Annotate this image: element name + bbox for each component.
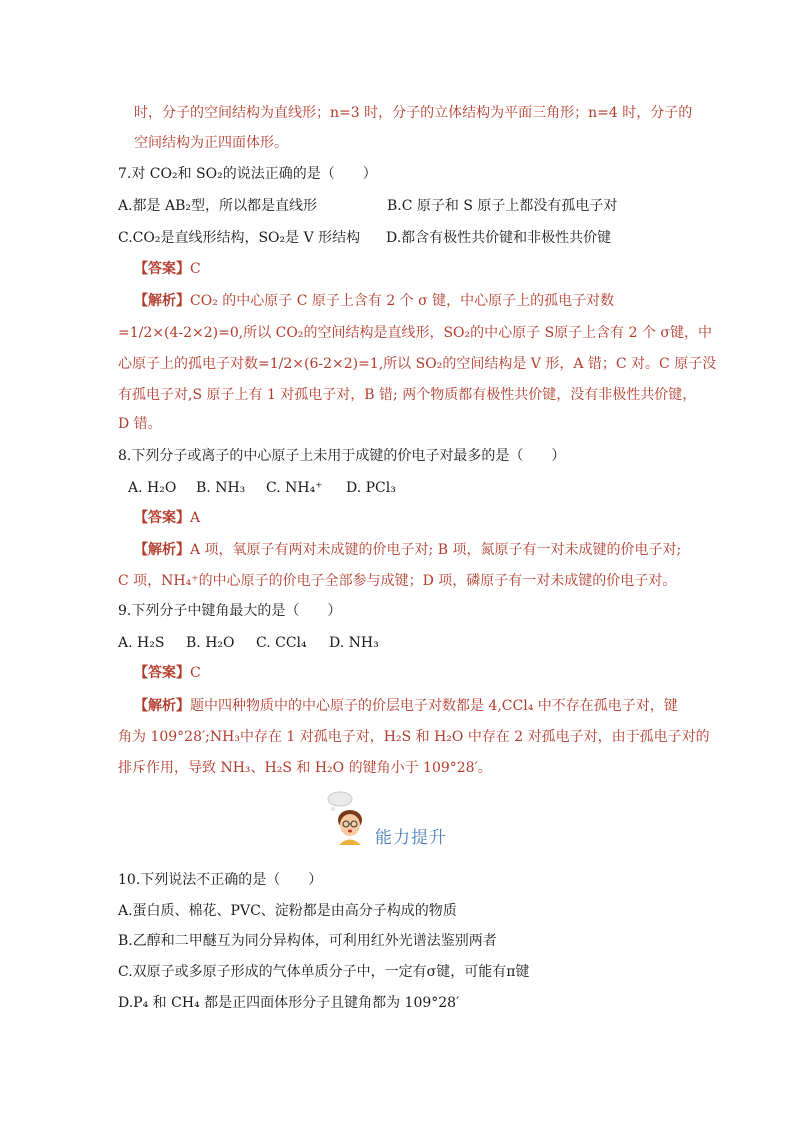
question-10-option-a: A.蛋白质、棉花、PVC、淀粉都是由高分子构成的物质 (118, 903, 457, 919)
answer-value: A (190, 510, 201, 526)
intro-line-2: 空间结构为正四面体形。 (134, 135, 288, 151)
question-10-stem: 10.下列说法不正确的是（ ） (118, 872, 323, 888)
analysis-tag: 【解析】 (134, 698, 190, 714)
intro-line-1: 时，分子的空间结构为直线形；n=3 时，分子的立体结构为平面三角形；n=4 时，分子的 (134, 105, 693, 121)
question-10-option-c: C.双原子或多原子形成的气体单质分子中，一定有σ键，可能有π键 (118, 964, 530, 980)
answer-tag: 【答案】 (134, 510, 190, 526)
question-7-stem: 7.对 CO₂和 SO₂的说法正确的是（ ） (118, 166, 377, 182)
question-9-analysis-3: 排斥作用，导致 NH₃、H₂S 和 H₂O 的键角小于 109°28′。 (118, 760, 492, 776)
question-10-option-d: D.P₄ 和 CH₄ 都是正四面体形分子且键角都为 109°28′ (118, 995, 460, 1011)
question-7-analysis-2: =1/2×(4-2×2)=0,所以 CO₂的空间结构是直线形，SO₂的中心原子 S原子上含有 2 个 σ键，中 (118, 325, 712, 341)
question-9-options (118, 633, 379, 653)
question-9-option-b: B. H₂O (186, 635, 235, 651)
analysis-text: A 项，氧原子有两对未成键的价电子对; B 项，氮原子有一对未成键的价电子对; (190, 542, 682, 558)
question-9-analysis-2: 角为 109°28′;NH₃中存在 1 对孤电子对，H₂S 和 H₂O 中存在 2 对孤电子对，由于孤电子对的 (118, 729, 710, 745)
question-8-option-d: D. PCl₃ (346, 480, 396, 496)
question-8-option-a: A. H₂O (128, 480, 177, 496)
question-8-option-b: B. NH₃ (196, 480, 246, 496)
question-8-answer (134, 508, 200, 528)
analysis-tag: 【解析】 (134, 542, 190, 558)
question-7-analysis-4: 有孤电子对,S 原子上有 1 对孤电子对，B 错; 两个物质都有极性共价键，没有非极性共价键， (118, 387, 697, 403)
analysis-tag: 【解析】 (134, 293, 190, 309)
question-8-stem: 8.下列分子或离子的中心原子上未用于成键的价电子对最多的是（ ） (118, 448, 566, 464)
question-7-option-b: B.C 原子和 S 原子上都没有孤电子对 (387, 198, 618, 214)
question-7-option-a: A.都是 AB₂型，所以都是直线形 (118, 198, 318, 214)
answer-tag: 【答案】 (134, 665, 190, 681)
question-9-option-a: A. H₂S (118, 635, 165, 651)
question-8-option-c: C. NH₄⁺ (266, 480, 323, 496)
question-9-answer (134, 663, 201, 683)
question-7-option-d: D.都含有极性共价键和非极性共价键 (386, 230, 612, 246)
question-7-analysis-3: 心原子上的孤电子对数=1/2×(6-2×2)=1,所以 SO₂的空间结构是 V 形，A 错；C 对。C 原子没 (118, 356, 717, 372)
question-7-analysis-1 (134, 291, 614, 311)
question-7-answer (134, 259, 201, 279)
thinking-boy-icon (325, 790, 375, 845)
question-8-options (128, 478, 396, 498)
question-9-analysis-1 (134, 696, 678, 716)
question-7-analysis-5: D 错。 (118, 416, 162, 432)
question-9-option-d: D. NH₃ (329, 635, 379, 651)
question-7-option-c: C.CO₂是直线形结构，SO₂是 V 形结构 (118, 230, 361, 246)
question-9-stem: 9.下列分子中键角最大的是（ ） (118, 603, 342, 619)
section-badge (325, 790, 455, 848)
answer-tag: 【答案】 (134, 261, 190, 277)
question-8-analysis-2: C 项，NH₄⁺的中心原子的价电子全部参与成键；D 项，磷原子有一对未成键的价电子对。 (118, 573, 677, 589)
question-9-option-c: C. CCl₄ (256, 635, 307, 651)
analysis-text: 题中四种物质中的中心原子的价层电子对数都是 4,CCl₄ 中不存在孤电子对，键 (190, 698, 678, 714)
section-title: 能力提升 (375, 828, 447, 848)
answer-value: C (190, 261, 201, 277)
analysis-text: CO₂ 的中心原子 C 原子上含有 2 个 σ 键，中心原子上的孤电子对数 (190, 293, 615, 309)
question-8-analysis-1 (134, 540, 681, 560)
question-10-option-b: B.乙醇和二甲醚互为同分异构体，可利用红外光谱法鉴别两者 (118, 933, 497, 949)
answer-value: C (190, 665, 201, 681)
